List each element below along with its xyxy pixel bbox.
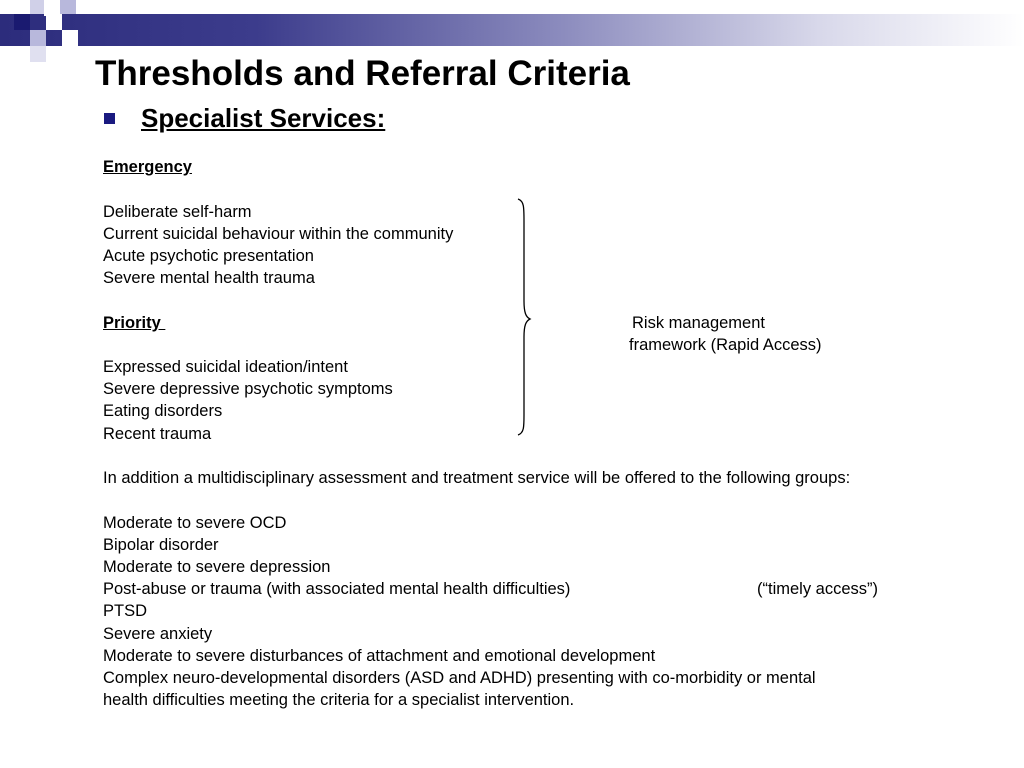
decor-square	[30, 46, 46, 62]
emergency-item: Acute psychotic presentation	[103, 247, 314, 265]
priority-item: Severe depressive psychotic symptoms	[103, 380, 393, 398]
header-gradient-bar	[0, 14, 1024, 46]
decor-square	[14, 14, 30, 30]
priority-item: Recent trauma	[103, 425, 212, 443]
slide-subtitle: Specialist Services:	[141, 103, 386, 133]
risk-note-line: framework (Rapid Access)	[629, 336, 822, 354]
priority-item: Eating disorders	[103, 402, 223, 420]
additional-item: Complex neuro-developmental disorders (ASD and ADHD) presenting with co-morbidity or mental	[103, 669, 816, 687]
decor-square	[0, 0, 14, 14]
decor-square	[46, 14, 62, 30]
additional-item: Bipolar disorder	[103, 536, 219, 554]
square-bullet-icon	[104, 113, 115, 124]
decor-square	[30, 0, 44, 14]
additional-intro: In addition a multidisciplinary assessment and treatment service will be offered to the following groups:	[103, 469, 851, 487]
timely-access-note: (“timely access”)	[757, 580, 879, 598]
decor-square	[30, 30, 46, 46]
additional-item: Severe anxiety	[103, 625, 213, 643]
decor-square	[60, 0, 76, 14]
priority-item: Expressed suicidal ideation/intent	[103, 358, 348, 376]
additional-item: Moderate to severe depression	[103, 558, 331, 576]
additional-item: PTSD	[103, 602, 148, 620]
decor-square	[62, 30, 78, 46]
additional-item: Moderate to severe disturbances of attachment and emotional development	[103, 647, 656, 665]
curly-brace-icon	[514, 197, 536, 437]
emergency-item: Severe mental health trauma	[103, 269, 315, 287]
emergency-item: Deliberate self-harm	[103, 203, 252, 221]
priority-heading: Priority	[103, 314, 166, 332]
additional-item: Moderate to severe OCD	[103, 514, 287, 532]
slide-title: Thresholds and Referral Criteria	[95, 54, 630, 93]
risk-management-note	[629, 312, 822, 356]
additional-item: Post-abuse or trauma (with associated mental health difficulties)	[103, 580, 571, 598]
additional-item: health difficulties meeting the criteria for a specialist intervention.	[103, 691, 575, 709]
risk-note-line: Risk management	[632, 314, 765, 332]
emergency-heading: Emergency	[103, 158, 192, 176]
emergency-item: Current suicidal behaviour within the community	[103, 225, 454, 243]
